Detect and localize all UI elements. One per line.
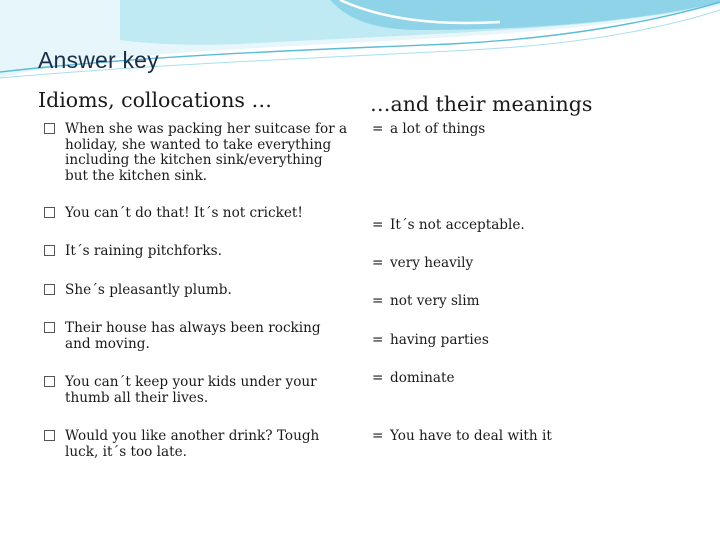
idiom-item <box>44 206 349 222</box>
idioms-heading: Idioms, collocations … <box>38 88 272 112</box>
checkbox-bullet-icon <box>44 123 55 134</box>
equals-sign: = <box>372 293 384 309</box>
meanings-heading: …and their meanings <box>370 92 593 116</box>
meaning-text: having parties <box>390 332 489 348</box>
meaning-text: dominate <box>390 370 455 386</box>
meaning-text: You have to deal with it <box>390 428 552 444</box>
checkbox-bullet-icon <box>44 245 55 256</box>
idiom-text: She´s pleasantly plumb. <box>65 282 232 298</box>
header-wave-decoration <box>0 0 720 90</box>
equals-sign: = <box>372 370 384 386</box>
idiom-item <box>44 375 349 406</box>
meaning-text: It´s not acceptable. <box>390 217 525 233</box>
idiom-item <box>44 122 349 184</box>
idiom-text: Would you like another drink? Tough luck, it´s too late. <box>65 428 320 460</box>
equals-sign: = <box>372 121 384 137</box>
equals-sign: = <box>372 255 384 271</box>
checkbox-bullet-icon <box>44 284 55 295</box>
meaning-item <box>372 371 455 387</box>
checkbox-bullet-icon <box>44 376 55 387</box>
idiom-item <box>44 283 349 299</box>
equals-sign: = <box>372 332 384 348</box>
idiom-text: Their house has always been rocking and moving. <box>65 320 321 352</box>
idiom-item <box>44 429 349 460</box>
checkbox-bullet-icon <box>44 207 55 218</box>
idiom-text: It´s raining pitchforks. <box>65 243 222 259</box>
meaning-item <box>372 122 485 138</box>
meaning-item <box>372 256 473 272</box>
idiom-item <box>44 321 349 352</box>
checkbox-bullet-icon <box>44 322 55 333</box>
meaning-item <box>372 333 489 349</box>
meaning-text: not very slim <box>390 293 480 309</box>
meaning-text: very heavily <box>390 255 474 271</box>
meaning-item <box>372 294 480 310</box>
idiom-text: You can´t do that! It´s not cricket! <box>65 205 303 221</box>
checkbox-bullet-icon <box>44 430 55 441</box>
meaning-item <box>372 429 552 445</box>
slide-title: Answer key <box>38 47 159 73</box>
idiom-text: You can´t keep your kids under your thumb all their lives. <box>65 374 317 406</box>
equals-sign: = <box>372 217 384 233</box>
idiom-item <box>44 244 349 260</box>
equals-sign: = <box>372 428 384 444</box>
meaning-text: a lot of things <box>390 121 486 137</box>
meaning-item <box>372 218 525 234</box>
idiom-text: When she was packing her suitcase for a holiday, she wanted to take everything including the kitchen sink/everything but the kitchen sink. <box>65 121 348 184</box>
